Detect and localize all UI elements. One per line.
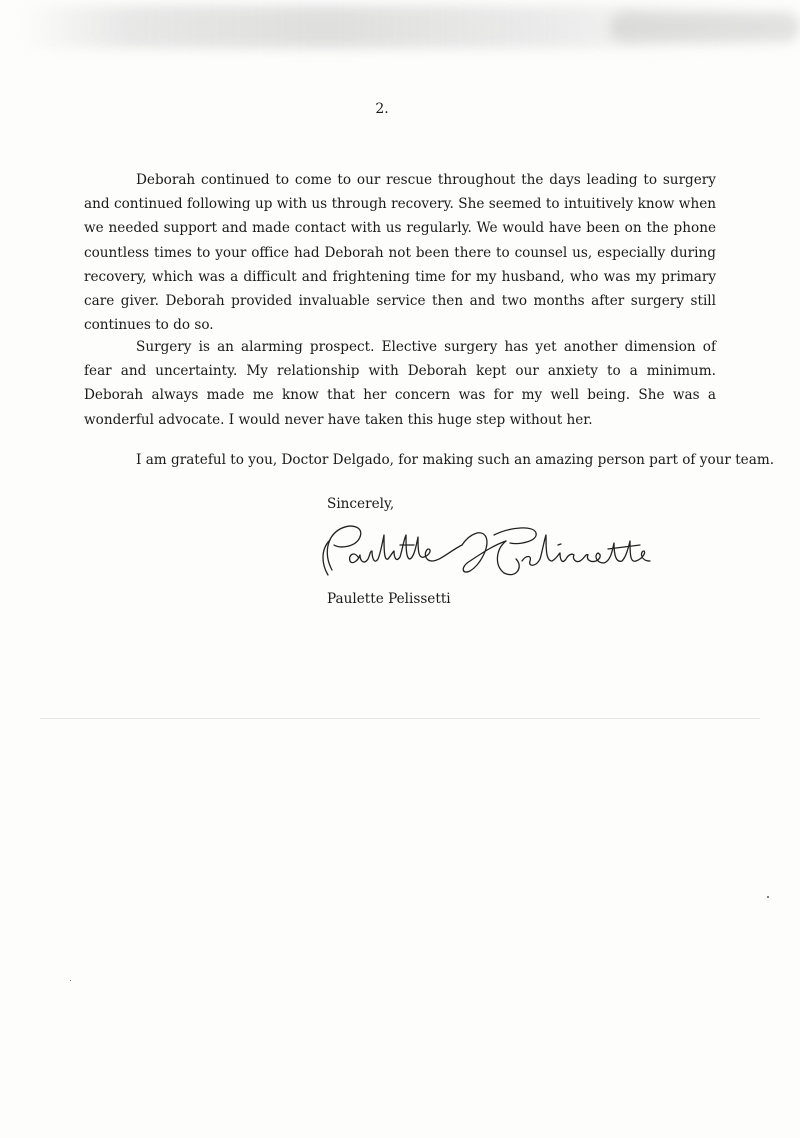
paragraph-1-text: Deborah continued to come to our rescue throughout the days leading to surgery and continued following up with us through recovery. She seemed to intuitively know when we needed support and made contact with us regularly. We would have been on the phone countless times to your office had Deborah not been there to counsel us, especially during recovery, which was a difficult and frightening time for my husband, who was my primary care giver. Deborah provided invaluable service then and two months after surgery still continues to do so. [84, 172, 716, 334]
scan-artifact-line [84, 322, 164, 323]
paragraph-2-text: Surgery is an alarming prospect. Elective surgery has yet another dimension of fear and uncertainty. My relationship with Deborah kept our anxiety to a minimum. Deborah always made me know that her concern was for my well being. She was a wonderful advocate. I would never have taken this huge step without her. [84, 339, 716, 428]
scan-header-smudge-right [610, 12, 800, 42]
page-number: 2. [375, 101, 389, 117]
paragraph-1 [84, 168, 716, 337]
scan-artifact-line [40, 718, 760, 719]
scan-speck [70, 980, 71, 981]
handwritten-signature [310, 515, 660, 585]
sign-off: Sincerely, [327, 496, 395, 512]
signer-name: Paulette Pelissetti [327, 591, 451, 607]
scan-speck [767, 896, 769, 898]
paragraph-2 [84, 335, 716, 432]
closing-line: I am grateful to you, Doctor Delgado, for making such an amazing person part of your team. [136, 452, 775, 468]
